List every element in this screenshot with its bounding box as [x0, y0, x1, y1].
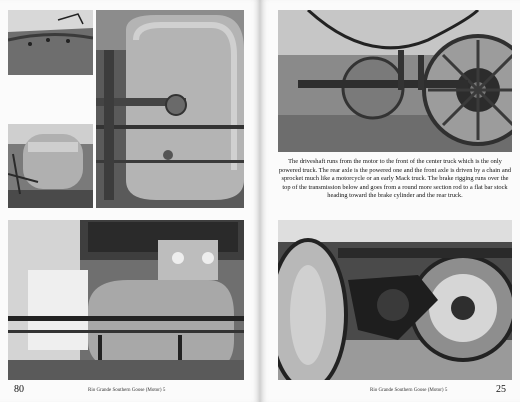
photo-truck-underside [278, 220, 512, 380]
photo-driveshaft-wheel [278, 10, 512, 152]
photo-large-tank [96, 10, 244, 208]
photo-tank-top-detail [8, 10, 93, 75]
right-running-title: Rio Grande Southern Goose (Motor) 5 [370, 388, 448, 393]
right-page-number: 25 [496, 384, 506, 395]
photo-tank-side [8, 124, 93, 208]
photo-caption: The driveshaft runs from the motor to the front of the center truck which is the only powered truck. The rear axle is the powered one and the front axle is driven by a chain and sprocket much like a motorcycle or an early Mack truck. The brake rigging runs over the top of the transmission below and goes from a round more section rod to a flat bar stock heading toward the brake cylinder and the rear truck. [278, 158, 512, 200]
photo-tank-railing [8, 220, 244, 380]
left-page-number: 80 [14, 384, 24, 395]
left-running-title: Rio Grande Southern Goose (Motor) 5 [88, 388, 166, 393]
right-page [260, 0, 520, 402]
